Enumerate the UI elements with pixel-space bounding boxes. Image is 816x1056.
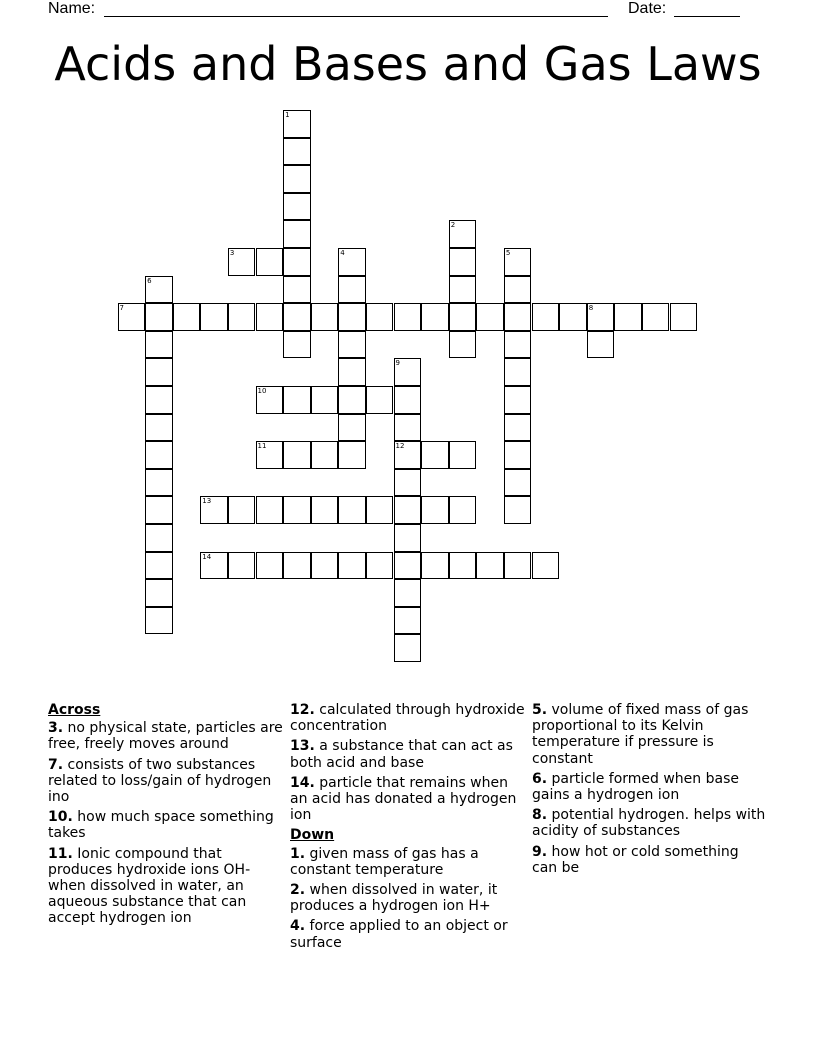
- grid-cell[interactable]: [338, 303, 366, 331]
- grid-cell[interactable]: [504, 248, 532, 276]
- grid-cell[interactable]: [283, 552, 311, 580]
- clue-number: 14.: [290, 774, 315, 791]
- clue-number: 7.: [48, 756, 64, 773]
- grid-cell[interactable]: [311, 303, 339, 331]
- clue-number: 6.: [532, 770, 548, 787]
- grid-cell[interactable]: [145, 358, 173, 386]
- grid-cell[interactable]: [311, 441, 339, 469]
- grid-cell[interactable]: [200, 303, 228, 331]
- clue-number: 1.: [290, 845, 306, 862]
- grid-cell[interactable]: [449, 552, 477, 580]
- clue-number: 5.: [532, 702, 548, 718]
- grid-cell[interactable]: [283, 193, 311, 221]
- clue-text: when dissolved in water, it produces a hydrogen ion H+: [290, 882, 498, 915]
- clue-number: 12.: [290, 702, 315, 718]
- clue-number: 10.: [48, 809, 73, 826]
- grid-cell[interactable]: [642, 303, 670, 331]
- grid-cell[interactable]: [394, 358, 422, 386]
- grid-cell[interactable]: [145, 276, 173, 304]
- clue-down-9: [532, 844, 768, 876]
- grid-cell[interactable]: [145, 331, 173, 359]
- clue-text: volume of fixed mass of gas proportional to its Kelvin temperature if pressure is constant: [532, 702, 749, 767]
- grid-cell[interactable]: [394, 386, 422, 414]
- grid-cell[interactable]: [421, 441, 449, 469]
- grid-cell[interactable]: [283, 220, 311, 248]
- grid-cell[interactable]: [145, 386, 173, 414]
- grid-cell[interactable]: [283, 386, 311, 414]
- puzzle-title: Acids and Bases and Gas Laws: [54, 37, 762, 91]
- clue-text: particle formed when base gains a hydrogen ion: [532, 770, 739, 804]
- grid-cell[interactable]: [118, 303, 146, 331]
- clue-across-3: [48, 720, 284, 752]
- cell-number: 14: [202, 552, 212, 561]
- grid-cell[interactable]: [559, 303, 587, 331]
- grid-cell[interactable]: [256, 386, 284, 414]
- grid-cell[interactable]: [504, 331, 532, 359]
- clue-number: 9.: [532, 843, 548, 860]
- grid-cell[interactable]: [283, 303, 311, 331]
- grid-cell[interactable]: [504, 386, 532, 414]
- grid-cell[interactable]: [504, 276, 532, 304]
- grid-cell[interactable]: [256, 552, 284, 580]
- grid-cell[interactable]: [449, 331, 477, 359]
- grid-cell[interactable]: [614, 303, 642, 331]
- grid-cell[interactable]: [338, 276, 366, 304]
- grid-cell[interactable]: [283, 441, 311, 469]
- grid-cell[interactable]: [228, 496, 256, 524]
- grid-cell[interactable]: [311, 386, 339, 414]
- grid-cell[interactable]: [228, 552, 256, 580]
- clue-down-8: [532, 807, 768, 839]
- cell-number: 6: [147, 276, 152, 285]
- clue-number: 8.: [532, 807, 548, 824]
- grid-cell[interactable]: [200, 552, 228, 580]
- grid-cell[interactable]: [532, 552, 560, 580]
- clue-text: how hot or cold something can be: [532, 843, 739, 876]
- clue-text: consists of two substances related to loss/gain of hydrogen ino: [48, 756, 272, 806]
- cell-number: 2: [450, 221, 456, 230]
- clues-column-2: [290, 702, 526, 955]
- grid-cell[interactable]: [366, 552, 394, 580]
- date-label: Date:: [628, 0, 667, 17]
- grid-cell[interactable]: [283, 331, 311, 359]
- grid-cell[interactable]: [200, 496, 228, 524]
- clue-down-1: [290, 846, 526, 878]
- grid-cell[interactable]: [338, 331, 366, 359]
- clue-down-6: [532, 771, 768, 803]
- grid-cell[interactable]: [256, 441, 284, 469]
- clue-across-11: [48, 846, 284, 927]
- grid-cell[interactable]: [145, 524, 173, 552]
- grid-cell[interactable]: [283, 165, 311, 193]
- grid-cell[interactable]: [421, 303, 449, 331]
- grid-cell[interactable]: [338, 358, 366, 386]
- grid-cell[interactable]: [532, 303, 560, 331]
- grid-cell[interactable]: [504, 303, 532, 331]
- grid-cell[interactable]: [476, 303, 504, 331]
- clue-down-5: [532, 702, 768, 767]
- grid-cell[interactable]: [394, 414, 422, 442]
- grid-cell[interactable]: [366, 496, 394, 524]
- clue-across-14: [290, 775, 526, 824]
- grid-cell[interactable]: [283, 496, 311, 524]
- grid-cell[interactable]: [145, 607, 173, 635]
- grid-cell[interactable]: [394, 303, 422, 331]
- grid-cell[interactable]: [394, 469, 422, 497]
- grid-cell[interactable]: [449, 303, 477, 331]
- grid-cell[interactable]: [421, 496, 449, 524]
- grid-cell[interactable]: [394, 496, 422, 524]
- grid-cell[interactable]: [449, 276, 477, 304]
- grid-cell[interactable]: [366, 386, 394, 414]
- clue-text: potential hydrogen. helps with acidity of substances: [532, 807, 766, 840]
- grid-cell[interactable]: [145, 579, 173, 607]
- grid-cell[interactable]: [145, 441, 173, 469]
- grid-cell[interactable]: [173, 303, 201, 331]
- grid-cell[interactable]: [145, 496, 173, 524]
- clue-number: 2.: [290, 882, 306, 899]
- cell-number: 9: [395, 359, 400, 368]
- grid-cell[interactable]: [338, 441, 366, 469]
- grid-cell[interactable]: [394, 634, 422, 662]
- grid-cell[interactable]: [449, 441, 477, 469]
- grid-cell[interactable]: [338, 414, 366, 442]
- grid-cell[interactable]: [504, 469, 532, 497]
- grid-cell[interactable]: [394, 441, 422, 469]
- grid-cell[interactable]: [311, 496, 339, 524]
- grid-cell[interactable]: [228, 303, 256, 331]
- grid-cell[interactable]: [587, 331, 615, 359]
- grid-cell[interactable]: [338, 386, 366, 414]
- grid-cell[interactable]: [283, 276, 311, 304]
- grid-cell[interactable]: [504, 552, 532, 580]
- clue-text: calculated through hydroxide concentration: [290, 702, 525, 735]
- cell-number: 11: [257, 442, 267, 451]
- clue-across-10: [48, 809, 284, 841]
- clue-text: force applied to an object or surface: [290, 918, 508, 951]
- across-heading: Across: [48, 702, 101, 718]
- grid-cell[interactable]: [145, 469, 173, 497]
- clue-text: a substance that can act as both acid and base: [290, 738, 513, 771]
- clue-text: how much space something takes: [48, 809, 274, 842]
- down-heading: Down: [290, 827, 335, 844]
- clue-number: 3.: [48, 720, 64, 737]
- grid-cell[interactable]: [311, 552, 339, 580]
- grid-cell[interactable]: [421, 552, 449, 580]
- grid-cell[interactable]: [256, 496, 284, 524]
- grid-cell[interactable]: [256, 303, 284, 331]
- grid-cell[interactable]: [145, 303, 173, 331]
- clues-column-1: [48, 702, 284, 931]
- clue-down-2: [290, 882, 526, 914]
- cell-number: 1: [285, 111, 290, 119]
- clue-text: Ionic compound that produces hydroxide ions OH- when dissolved in water, an aqueous substance that can accept hydrogen ion: [48, 845, 251, 927]
- clue-text: particle that remains when an acid has donated a hydrogen ion: [290, 774, 517, 824]
- cell-number: 13: [202, 497, 212, 506]
- cell-number: 8: [588, 304, 594, 313]
- grid-cell[interactable]: [338, 496, 366, 524]
- cell-number: 5: [505, 249, 511, 257]
- clue-down-4: [290, 918, 526, 950]
- grid-cell[interactable]: [504, 414, 532, 442]
- grid-cell[interactable]: [587, 303, 615, 331]
- grid-cell[interactable]: [504, 441, 532, 469]
- grid-cell[interactable]: [228, 248, 256, 276]
- grid-cell[interactable]: [476, 552, 504, 580]
- clue-number: 4.: [290, 918, 306, 935]
- grid-cell[interactable]: [504, 496, 532, 524]
- grid-cell[interactable]: [394, 552, 422, 580]
- grid-cell[interactable]: [366, 303, 394, 331]
- grid-cell[interactable]: [283, 138, 311, 166]
- cell-number: 4: [340, 249, 345, 257]
- grid-cell[interactable]: [449, 496, 477, 524]
- clue-across-13: [290, 738, 526, 770]
- grid-cell[interactable]: [338, 552, 366, 580]
- name-label: Name:: [48, 0, 96, 17]
- grid-cell[interactable]: [449, 248, 477, 276]
- cell-number: 12: [395, 442, 405, 451]
- grid-cell[interactable]: [256, 248, 284, 276]
- grid-cell[interactable]: [145, 552, 173, 580]
- clue-number: 13.: [290, 738, 315, 755]
- grid-cell[interactable]: [283, 248, 311, 276]
- cell-number: 10: [257, 387, 267, 395]
- clue-across-7: [48, 757, 284, 806]
- clue-across-12: [290, 702, 526, 734]
- grid-cell[interactable]: [394, 579, 422, 607]
- cell-number: 3: [229, 249, 235, 257]
- grid-cell[interactable]: [283, 110, 311, 138]
- grid-cell[interactable]: [145, 414, 173, 442]
- grid-cell[interactable]: [670, 303, 698, 331]
- clue-text: given mass of gas has a constant temperature: [290, 845, 479, 878]
- grid-cell[interactable]: [504, 358, 532, 386]
- grid-cell[interactable]: [394, 524, 422, 552]
- cell-number: 7: [119, 304, 124, 313]
- grid-cell[interactable]: [394, 607, 422, 635]
- clue-text: no physical state, particles are free, freely moves around: [48, 720, 283, 753]
- grid-cell[interactable]: [449, 220, 477, 248]
- grid-cell[interactable]: [338, 248, 366, 276]
- clue-number: 11.: [48, 845, 73, 862]
- clues-column-3: [532, 702, 768, 880]
